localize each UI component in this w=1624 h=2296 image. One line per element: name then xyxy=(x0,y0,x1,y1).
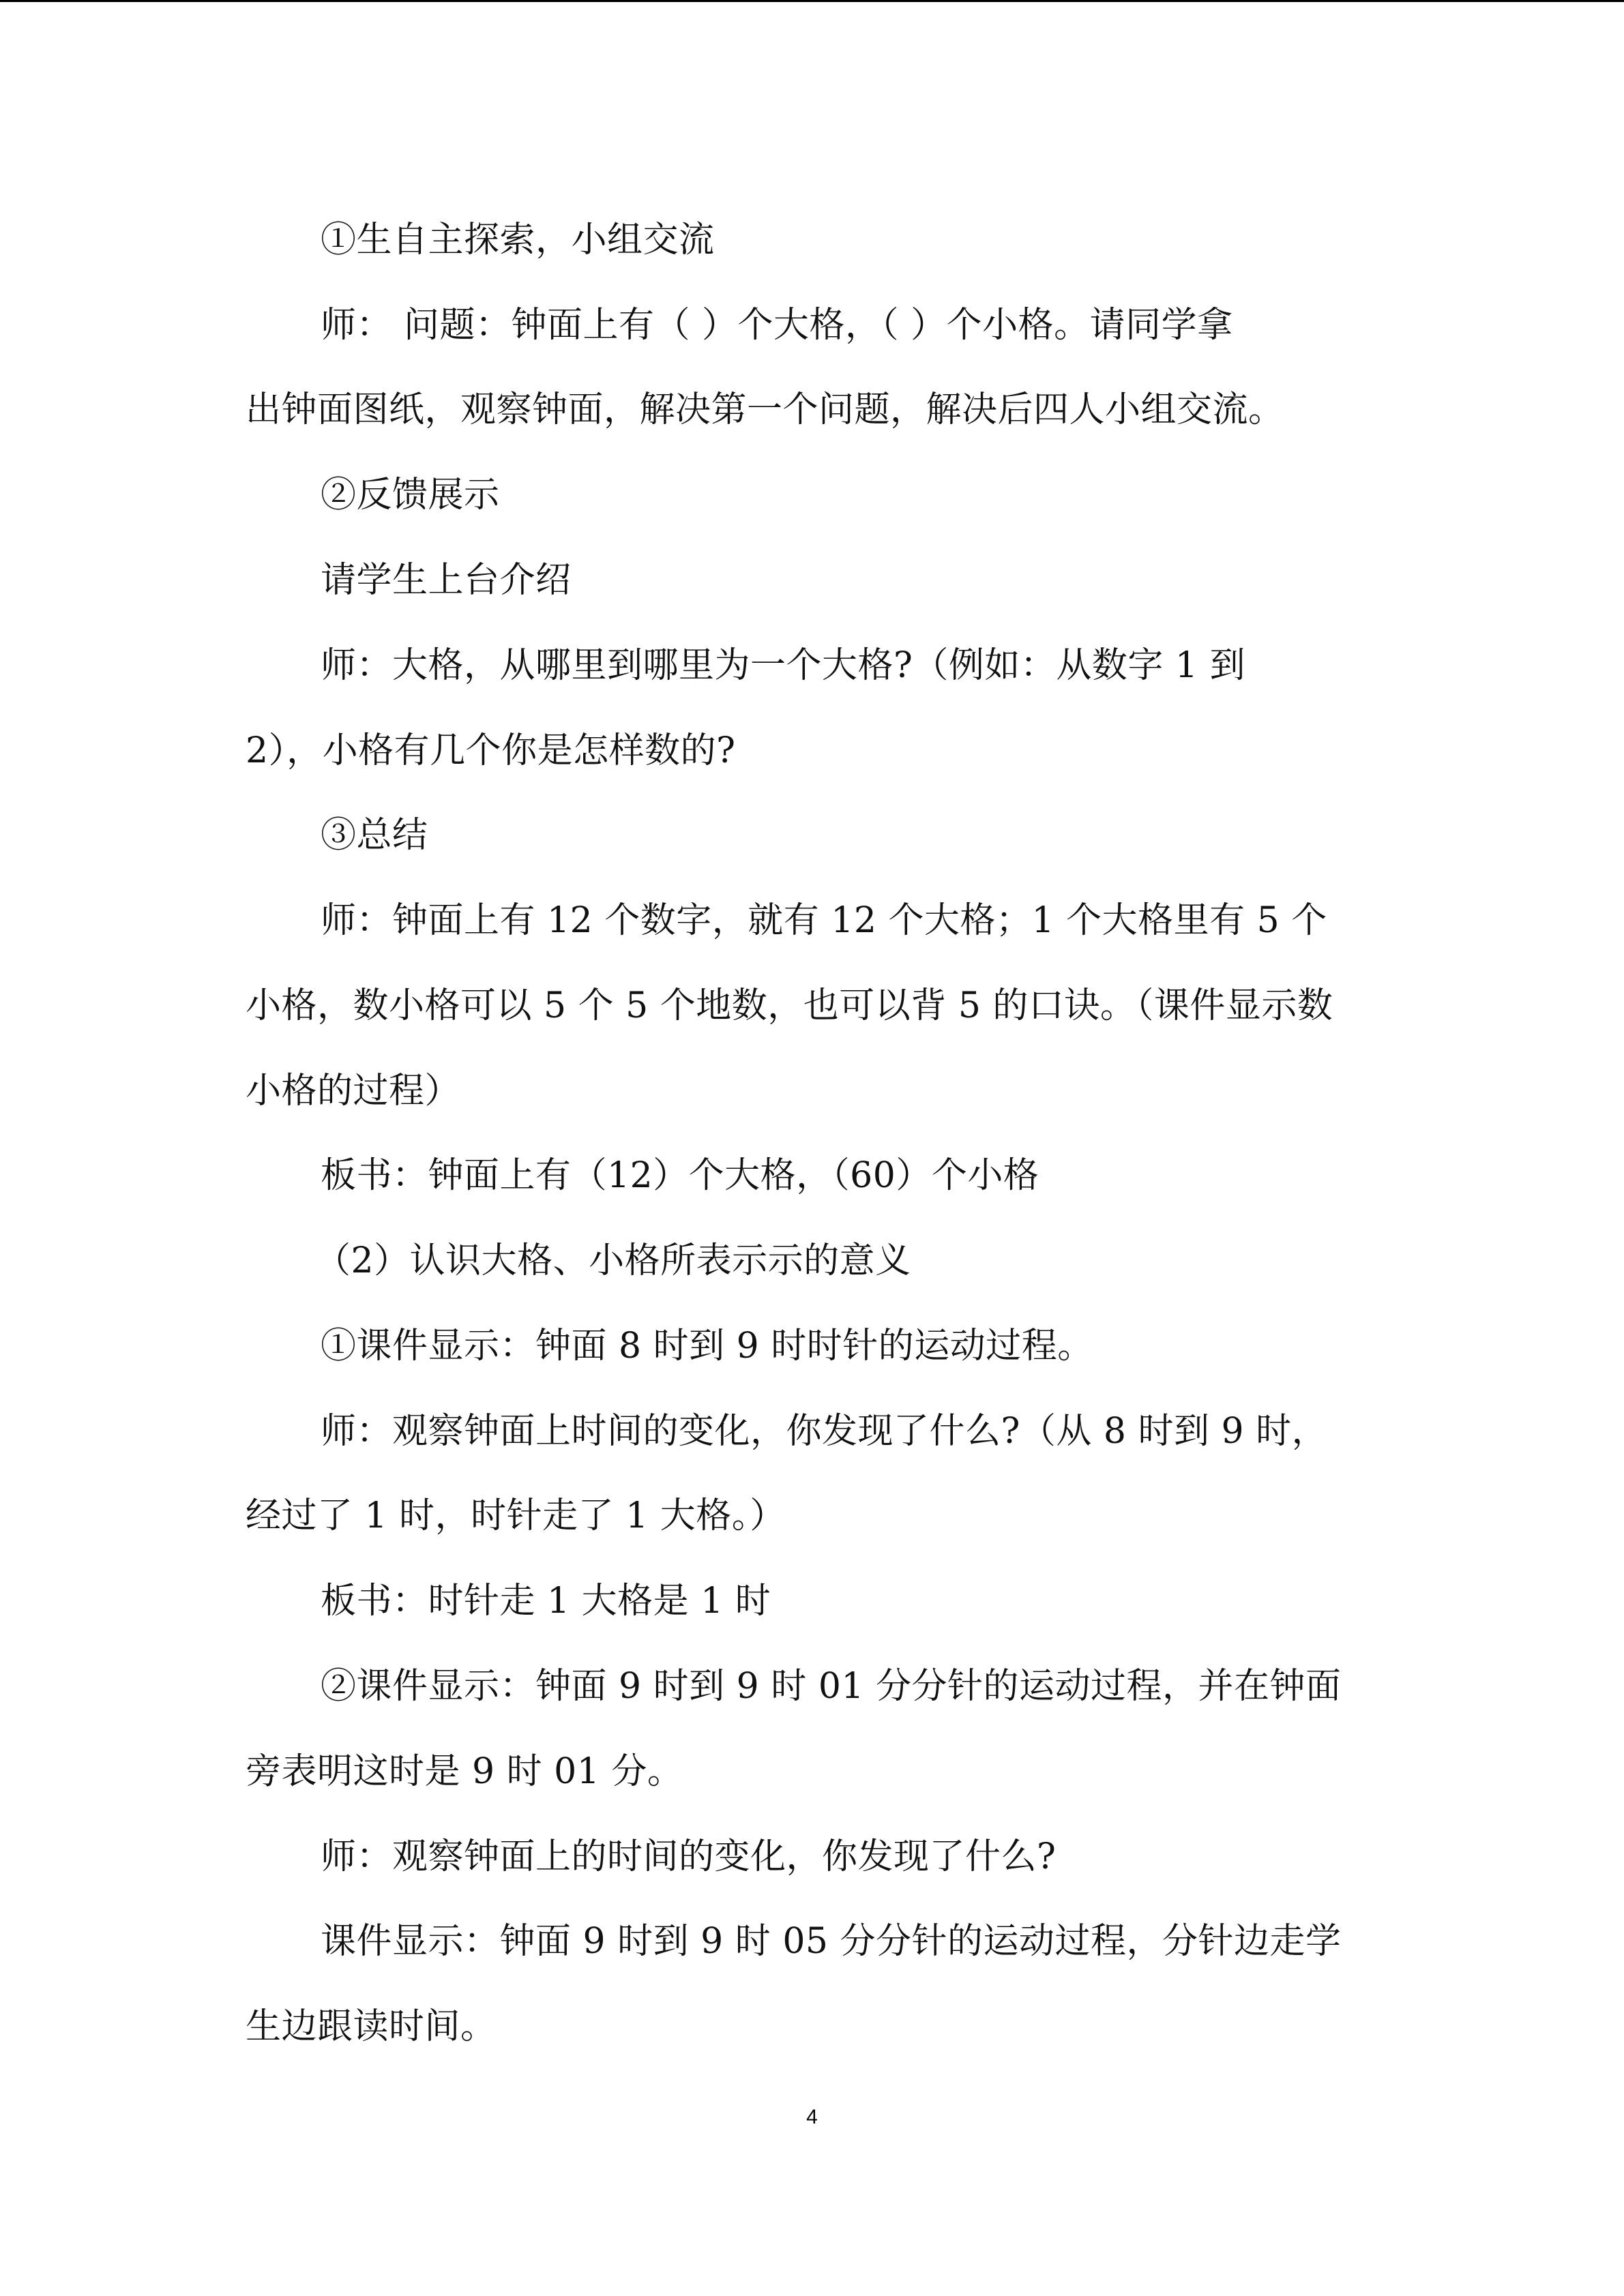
paragraph-line: 请学生上台介绍 xyxy=(321,560,572,601)
page-top-border xyxy=(0,0,1624,2)
paragraph-line: 小格，数小格可以 5 个 5 个地数，也可以背 5 的口诀。（课件显示数 xyxy=(246,985,1333,1026)
paragraph-line: ②课件显示：钟面 9 时到 9 时 01 分分针的运动过程，并在钟面 xyxy=(321,1666,1342,1707)
paragraph-line: 师：观察钟面上的时间的变化，你发现了什么? xyxy=(321,1836,1057,1877)
paragraph-line: 师：观察钟面上时间的变化，你发现了什么?（从 8 时到 9 时， xyxy=(321,1411,1328,1452)
paragraph-line: 小格的过程） xyxy=(246,1071,461,1112)
paragraph-line: ③总结 xyxy=(321,815,428,856)
paragraph-line: 旁表明这时是 9 时 01 分。 xyxy=(246,1751,683,1792)
paragraph-line: 师：大格，从哪里到哪里为一个大格?（例如：从数字 1 到 xyxy=(321,645,1246,686)
page-number: 4 xyxy=(806,2106,818,2128)
paragraph-line: 师：钟面上有 12 个数字，就有 12 个大格；1 个大格里有 5 个 xyxy=(321,900,1327,941)
paragraph-line: 师： 问题：钟面上有（ ）个大格，（ ）个小格。请同学拿 xyxy=(321,305,1233,346)
paragraph-line: 课件显示：钟面 9 时到 9 时 05 分分针的运动过程，分针边走学 xyxy=(321,1921,1342,1962)
paragraph-line: ①生自主探索，小组交流 xyxy=(321,220,715,260)
paragraph-line: ①课件显示：钟面 8 时到 9 时时针的运动过程。 xyxy=(321,1326,1093,1367)
paragraph-line: 经过了 1 时，时针走了 1 大格。） xyxy=(246,1495,786,1536)
paragraph-line: 2），小格有几个你是怎样数的? xyxy=(246,730,736,771)
paragraph-line: 板书：钟面上有（12）个大格，（60）个小格 xyxy=(321,1155,1039,1196)
paragraph-line: 出钟面图纸，观察钟面，解决第一个问题，解决后四人小组交流。 xyxy=(246,389,1284,430)
paragraph-line: 板书：时针走 1 大格是 1 时 xyxy=(321,1581,771,1622)
section-heading: （2）认识大格、小格所表示示的意义 xyxy=(315,1240,911,1281)
paragraph-line: ②反馈展示 xyxy=(321,475,500,516)
paragraph-line: 生边跟读时间。 xyxy=(246,2006,497,2047)
